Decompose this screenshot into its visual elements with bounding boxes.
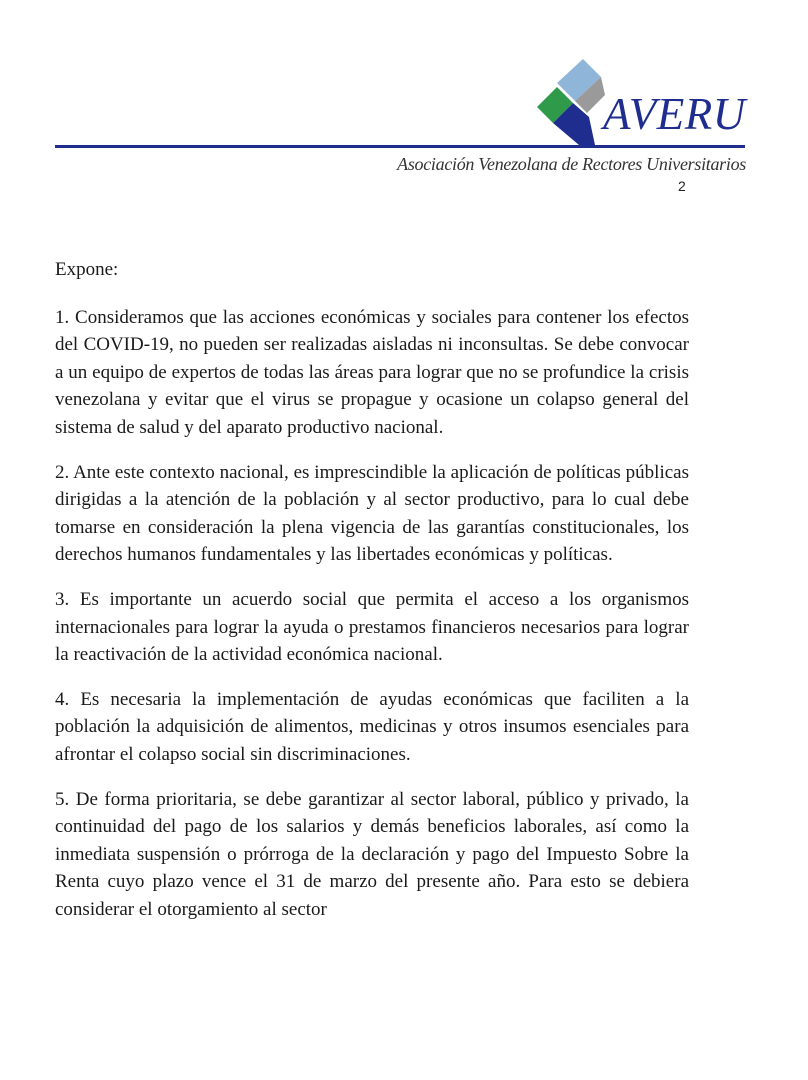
- paragraph-3: 3. Es importante un acuerdo social que permita el acceso a los organismos internacionales para lograr la ayuda o prestamos financieros necesarios para lograr la reactivación de la actividad económica nacional.: [55, 588, 689, 666]
- page-number: 2: [678, 178, 686, 194]
- header-divider: [55, 145, 745, 148]
- averu-logo-icon: [535, 55, 605, 145]
- letterhead: [0, 0, 808, 220]
- paragraph-1: 1. Consideramos que las acciones económicas y sociales para contener los efectos del COVID-19, no pueden ser realizadas aisladas ni inconsultas. Se debe convocar a un equipo de expertos de todas las áreas para lograr que no se profundice la crisis venezolana y evitar que el virus se propague y ocasione un colapso general del sistema de salud y del aparato productivo nacional.: [55, 306, 689, 438]
- logo-wordmark: AVERU: [603, 89, 746, 139]
- paragraph-5: 5. De forma prioritaria, se debe garantizar al sector laboral, público y privado, la continuidad del pago de los salarios y demás beneficios laborales, así como la inmediata suspensión o prórroga de la declaración y pago del Impuesto Sobre la Renta cuyo plazo vence el 31 de marzo del presente año. Para esto se debiera considerar el otorgamiento al sector: [55, 788, 689, 920]
- intro-heading: Expone:: [55, 259, 119, 280]
- organization-name: Asociación Venezolana de Rectores Universitarios: [397, 154, 746, 174]
- document-body: [55, 256, 689, 940]
- paragraph-4: 4. Es necesaria la implementación de ayudas económicas que faciliten a la población la adquisición de alimentos, medicinas y otros insumos esenciales para afrontar el colapso social sin discriminaciones.: [55, 688, 689, 765]
- paragraph-2: 2. Ante este contexto nacional, es imprescindible la aplicación de políticas públicas dirigidas a la atención de la población y al sector productivo, para lo cual debe tomarse en consideración la plena vigencia de las garantías constitucionales, los derechos humanos fundamentales y las libertades económicas y políticas.: [55, 461, 689, 566]
